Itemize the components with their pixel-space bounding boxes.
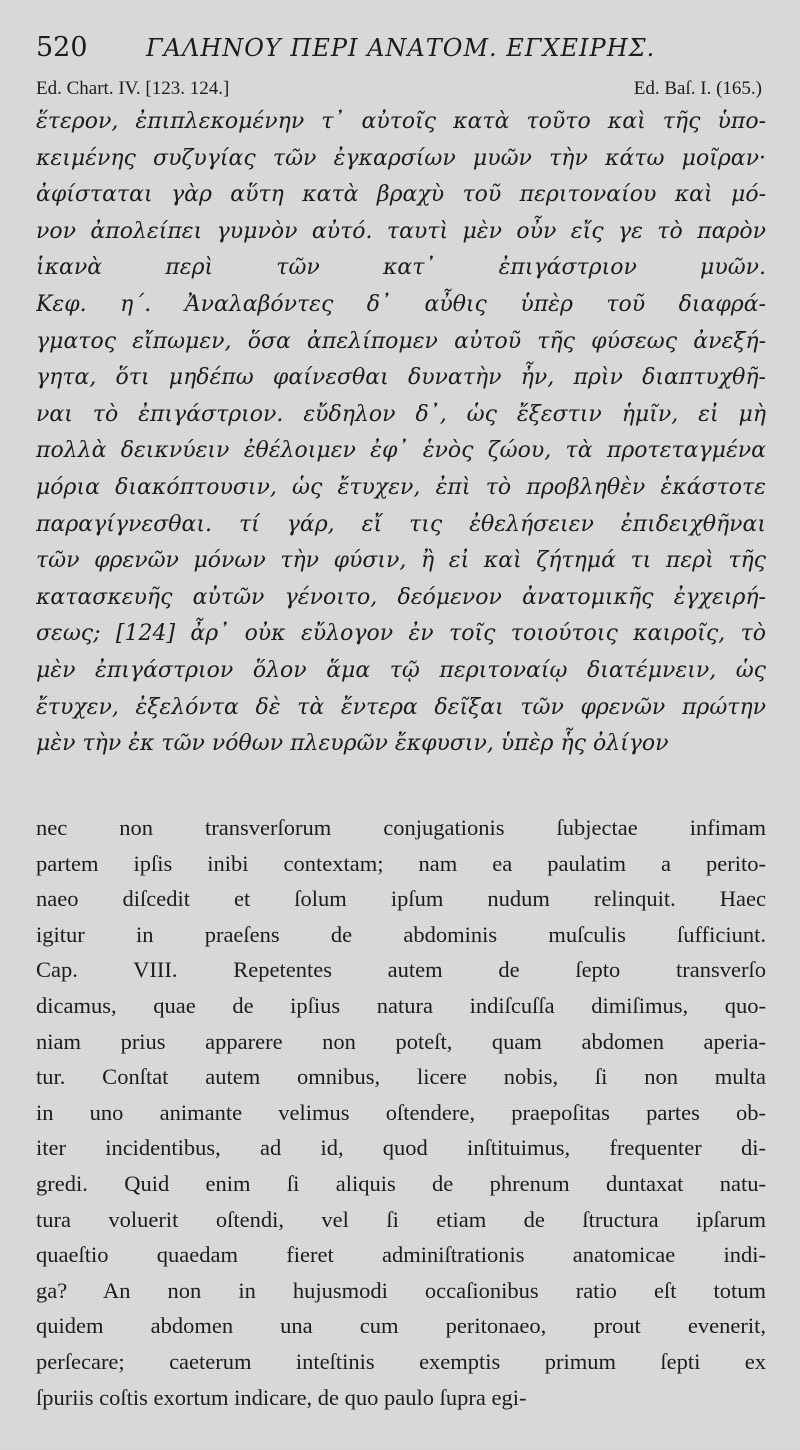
edition-basel-reference: Ed. Baſ. I. (165.) (633, 78, 762, 99)
greek-text-line: γματος εἴπωμεν, ὅσα ἀπελίπομεν αὐτοῦ τῆς φύσεως ἀνεξή- (36, 328, 766, 354)
latin-text-line: dicamus, quae de ipſius natura indiſcuſſa dimiſimus, quo- (36, 992, 766, 1018)
latin-text-line: quaeſtio quaedam fieret adminiſtrationis anatomicae indi- (36, 1242, 766, 1268)
greek-text-line: γητα, ὅτι μηδέπω φαίνεσθαι δυνατὴν ἦν, πρὶν διαπτυχθῆ- (36, 365, 766, 391)
greek-text-line: μόρια διακόπτουσιν, ὡς ἔτυχεν, ἐπὶ τὸ προβληθὲν ἑκάστοτε (36, 474, 766, 500)
greek-text-line: ναι τὸ ἐπιγάστριον. εὔδηλον δ᾽, ὡς ἔξεστιν ἡμῖν, εἰ μὴ (36, 401, 766, 427)
greek-text-line: ἱκανὰ περὶ τῶν κατ᾽ ἐπιγάστριον μυῶν. (36, 255, 766, 281)
greek-text-line: παραγίγνεσθαι. τί γάρ, εἴ τις ἐθελήσειεν ἐπιδειχθῆναι (36, 511, 766, 537)
greek-text-line: νον ἀπολείπει γυμνὸν αὐτό. ταυτὶ μὲν οὖν εἴς γε τὸ παρὸν (36, 218, 766, 244)
latin-text-line: naeo diſcedit et ſolum ipſum nudum relinquit. Haec (36, 886, 766, 912)
greek-text-line: μὲν ἐπιγάστριον ὅλον ἅμα τῷ περιτοναίῳ διατέμνειν, ὡς (36, 657, 766, 683)
greek-text-line: Κεφ. η΄. Ἀναλαβόντες δ᾽ αὖθις ὑπὲρ τοῦ διαφρά- (36, 291, 766, 317)
greek-text-line: ἀφίσταται γὰρ αὕτη κατὰ βραχὺ τοῦ περιτοναίου καὶ μό- (36, 182, 766, 208)
latin-text-line: perſecare; caeterum inteſtinis exemptis primum ſepti ex (36, 1348, 766, 1374)
greek-text-line: κατασκευῆς αὐτῶν γένοιτο, δεόμενον ἀνατομικῆς ἐγχειρή- (36, 584, 766, 610)
latin-text-line: igitur in praeſens de abdominis muſculis ſufficiunt. (36, 921, 766, 947)
latin-text-block (36, 810, 766, 1415)
latin-text-line: tura voluerit oſtendi, vel ſi etiam de ſtructura ipſarum (36, 1206, 766, 1232)
latin-text-line: ga? An non in hujusmodi occaſionibus ratio eſt totum (36, 1277, 766, 1303)
latin-text-line: nec non transverſorum conjugationis ſubjectae infimam (36, 815, 766, 840)
latin-text-line: tur. Conſtat autem omnibus, licere nobis, ſi non multa (36, 1064, 766, 1090)
greek-text-line: σεως; [124] ἆρ᾽ οὐκ εὔλογον ἐν τοῖς τοιούτοις καιροῖς, τὸ (36, 621, 766, 647)
latin-text-line: niam prius apparere non poteſt, quam abdomen aperia- (36, 1028, 766, 1054)
latin-text-line: iter incidentibus, ad id, quod inſtituimus, frequenter di- (36, 1135, 766, 1161)
latin-text-line: quidem abdomen una cum peritonaeo, prout evenerit, (36, 1313, 766, 1339)
page-number: 520 (36, 32, 88, 63)
greek-text-line: πολλὰ δεικνύειν ἐθέλοιμεν ἐφ᾽ ἑνὸς ζώου, τὰ προτεταγμένα (36, 438, 766, 464)
latin-text-line: in uno animante velimus oſtendere, praepoſitas partes ob- (36, 1099, 766, 1125)
latin-text-line: ſpuriis coſtis exortum indicare, de quo paulo ſupra egi- (36, 1384, 527, 1410)
greek-text-line: ἕτερον, ἐπιπλεκομένην τ᾽ αὐτοῖς κατὰ τοῦτο καὶ τῆς ὑπο- (36, 109, 766, 134)
page-header (36, 30, 776, 66)
greek-text-line: ἔτυχεν, ἐξελόντα δὲ τὰ ἔντερα δεῖξαι τῶν φρενῶν πρώτην (36, 694, 766, 720)
greek-text-line: μὲν τὴν ἐκ τῶν νόθων πλευρῶν ἔκφυσιν, ὑπὲρ ἧς ὀλίγον (36, 731, 669, 757)
greek-text-line: τῶν φρενῶν μόνων τὴν φύσιν, ἢ εἰ καὶ ζήτημά τι περὶ τῆς (36, 548, 766, 574)
latin-text-line: gredi. Quid enim ſi aliquis de phrenum duntaxat natu- (36, 1170, 766, 1196)
greek-text-block (36, 104, 766, 763)
edition-reference-line (36, 78, 762, 106)
running-title: ΓΑΛΗΝΟΥ ΠΕΡΙ ΑΝΑΤΟΜ. ΕΓΧΕΙΡΗΣ. (146, 34, 656, 62)
latin-text-line: Cap. VIII. Repetentes autem de ſepto transverſo (36, 957, 766, 983)
greek-text-line: κειμένης συζυγίας τῶν ἐγκαρσίων μυῶν τὴν κάτω μοῖραν· (36, 145, 766, 171)
latin-text-line: partem ipſis inibi contextam; nam ea paulatim a perito- (36, 850, 766, 876)
edition-chartier-reference: Ed. Chart. IV. [123. 124.] (36, 78, 230, 99)
